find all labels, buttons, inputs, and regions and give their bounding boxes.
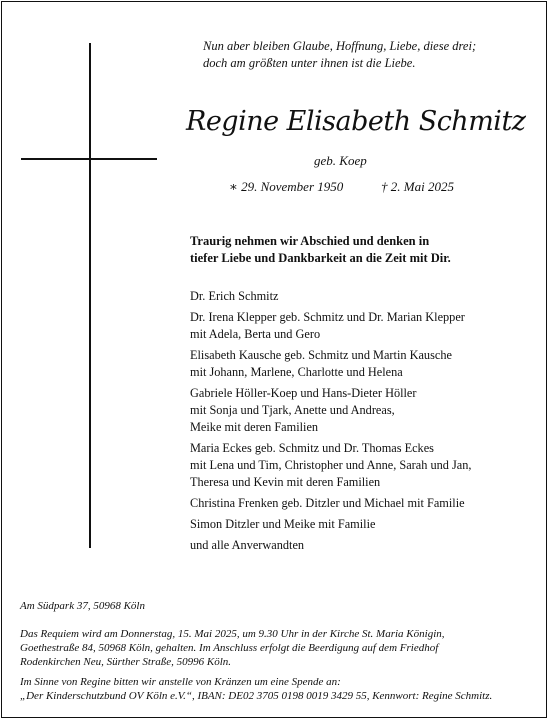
life-dates xyxy=(229,179,529,195)
deceased-name: Regine Elisabeth Schmitz xyxy=(186,106,526,137)
mourner-line: Christina Frenken geb. Ditzler und Michael mit Familie xyxy=(190,496,465,510)
cross-vertical-bar xyxy=(89,43,91,548)
quote-line: Nun aber bleiben Glaube, Hoffnung, Liebe, diese drei; xyxy=(203,39,477,53)
donation-line: „Der Kinderschutzbund OV Köln e.V.“, IBAN: DE02 3705 0198 0019 3429 55, Kennwort: Regine Schmitz. xyxy=(20,690,493,702)
mourner-line: Theresa und Kevin mit deren Familien xyxy=(190,475,381,489)
bible-quote xyxy=(203,38,523,72)
mourner-line: mit Johann, Marlene, Charlotte und Helena xyxy=(190,365,403,379)
family-address: Am Südpark 37, 50968 Köln xyxy=(20,600,145,612)
mourner-entry xyxy=(190,347,535,381)
birth-name: geb. Koep xyxy=(314,153,367,168)
mourner-line: Gabriele Höller-Koep und Hans-Dieter Höller xyxy=(190,386,417,400)
mourner-line: mit Adela, Berta und Gero xyxy=(190,327,321,341)
mourner-entry xyxy=(190,537,535,554)
requiem-line: Goethestraße 84, 50968 Köln, gehalten. Im Anschluss erfolgt die Beerdigung auf dem Friedhof xyxy=(20,642,439,654)
death-date: † 2. Mai 2025 xyxy=(381,179,454,194)
mourner-entry xyxy=(190,309,535,343)
requiem-details xyxy=(20,627,530,669)
mourner-line: Meike mit deren Familien xyxy=(190,420,319,434)
mourner-line: mit Lena und Tim, Christopher und Anne, Sarah und Jan, xyxy=(190,458,472,472)
mourner-line: Simon Ditzler und Meike mit Familie xyxy=(190,517,376,531)
cross-horizontal-bar xyxy=(21,158,157,160)
mourner-list xyxy=(190,288,535,558)
mourner-entry xyxy=(190,516,535,533)
birth-date: ∗ 29. November 1950 xyxy=(229,179,344,194)
mourner-line: Dr. Erich Schmitz xyxy=(190,289,279,303)
donation-request xyxy=(20,675,532,703)
mourner-line: Maria Eckes geb. Schmitz und Dr. Thomas Eckes xyxy=(190,441,434,455)
donation-line: Im Sinne von Regine bitten wir anstelle von Kränzen um eine Spende an: xyxy=(20,676,341,688)
mourner-entry xyxy=(190,495,535,512)
farewell-line: tiefer Liebe und Dankbarkeit an die Zeit mit Dir. xyxy=(190,251,451,265)
mourner-line: Dr. Irena Klepper geb. Schmitz und Dr. Marian Klepper xyxy=(190,310,465,324)
mourner-entry xyxy=(190,288,535,305)
mourner-line: mit Sonja und Tjark, Anette und Andreas, xyxy=(190,403,395,417)
farewell-line: Traurig nehmen wir Abschied und denken in xyxy=(190,234,430,248)
quote-line: doch am größten unter ihnen ist die Liebe. xyxy=(203,56,416,70)
requiem-line: Rodenkirchen Neu, Sürther Straße, 50996 Köln. xyxy=(20,656,232,668)
mourner-line: Elisabeth Kausche geb. Schmitz und Martin Kausche xyxy=(190,348,452,362)
mourner-line: und alle Anverwandten xyxy=(190,538,305,552)
requiem-line: Das Requiem wird am Donnerstag, 15. Mai 2025, um 9.30 Uhr in der Kirche St. Maria Königin, xyxy=(20,628,445,640)
farewell-text xyxy=(190,233,530,267)
mourner-entry xyxy=(190,385,535,436)
mourner-entry xyxy=(190,440,535,491)
